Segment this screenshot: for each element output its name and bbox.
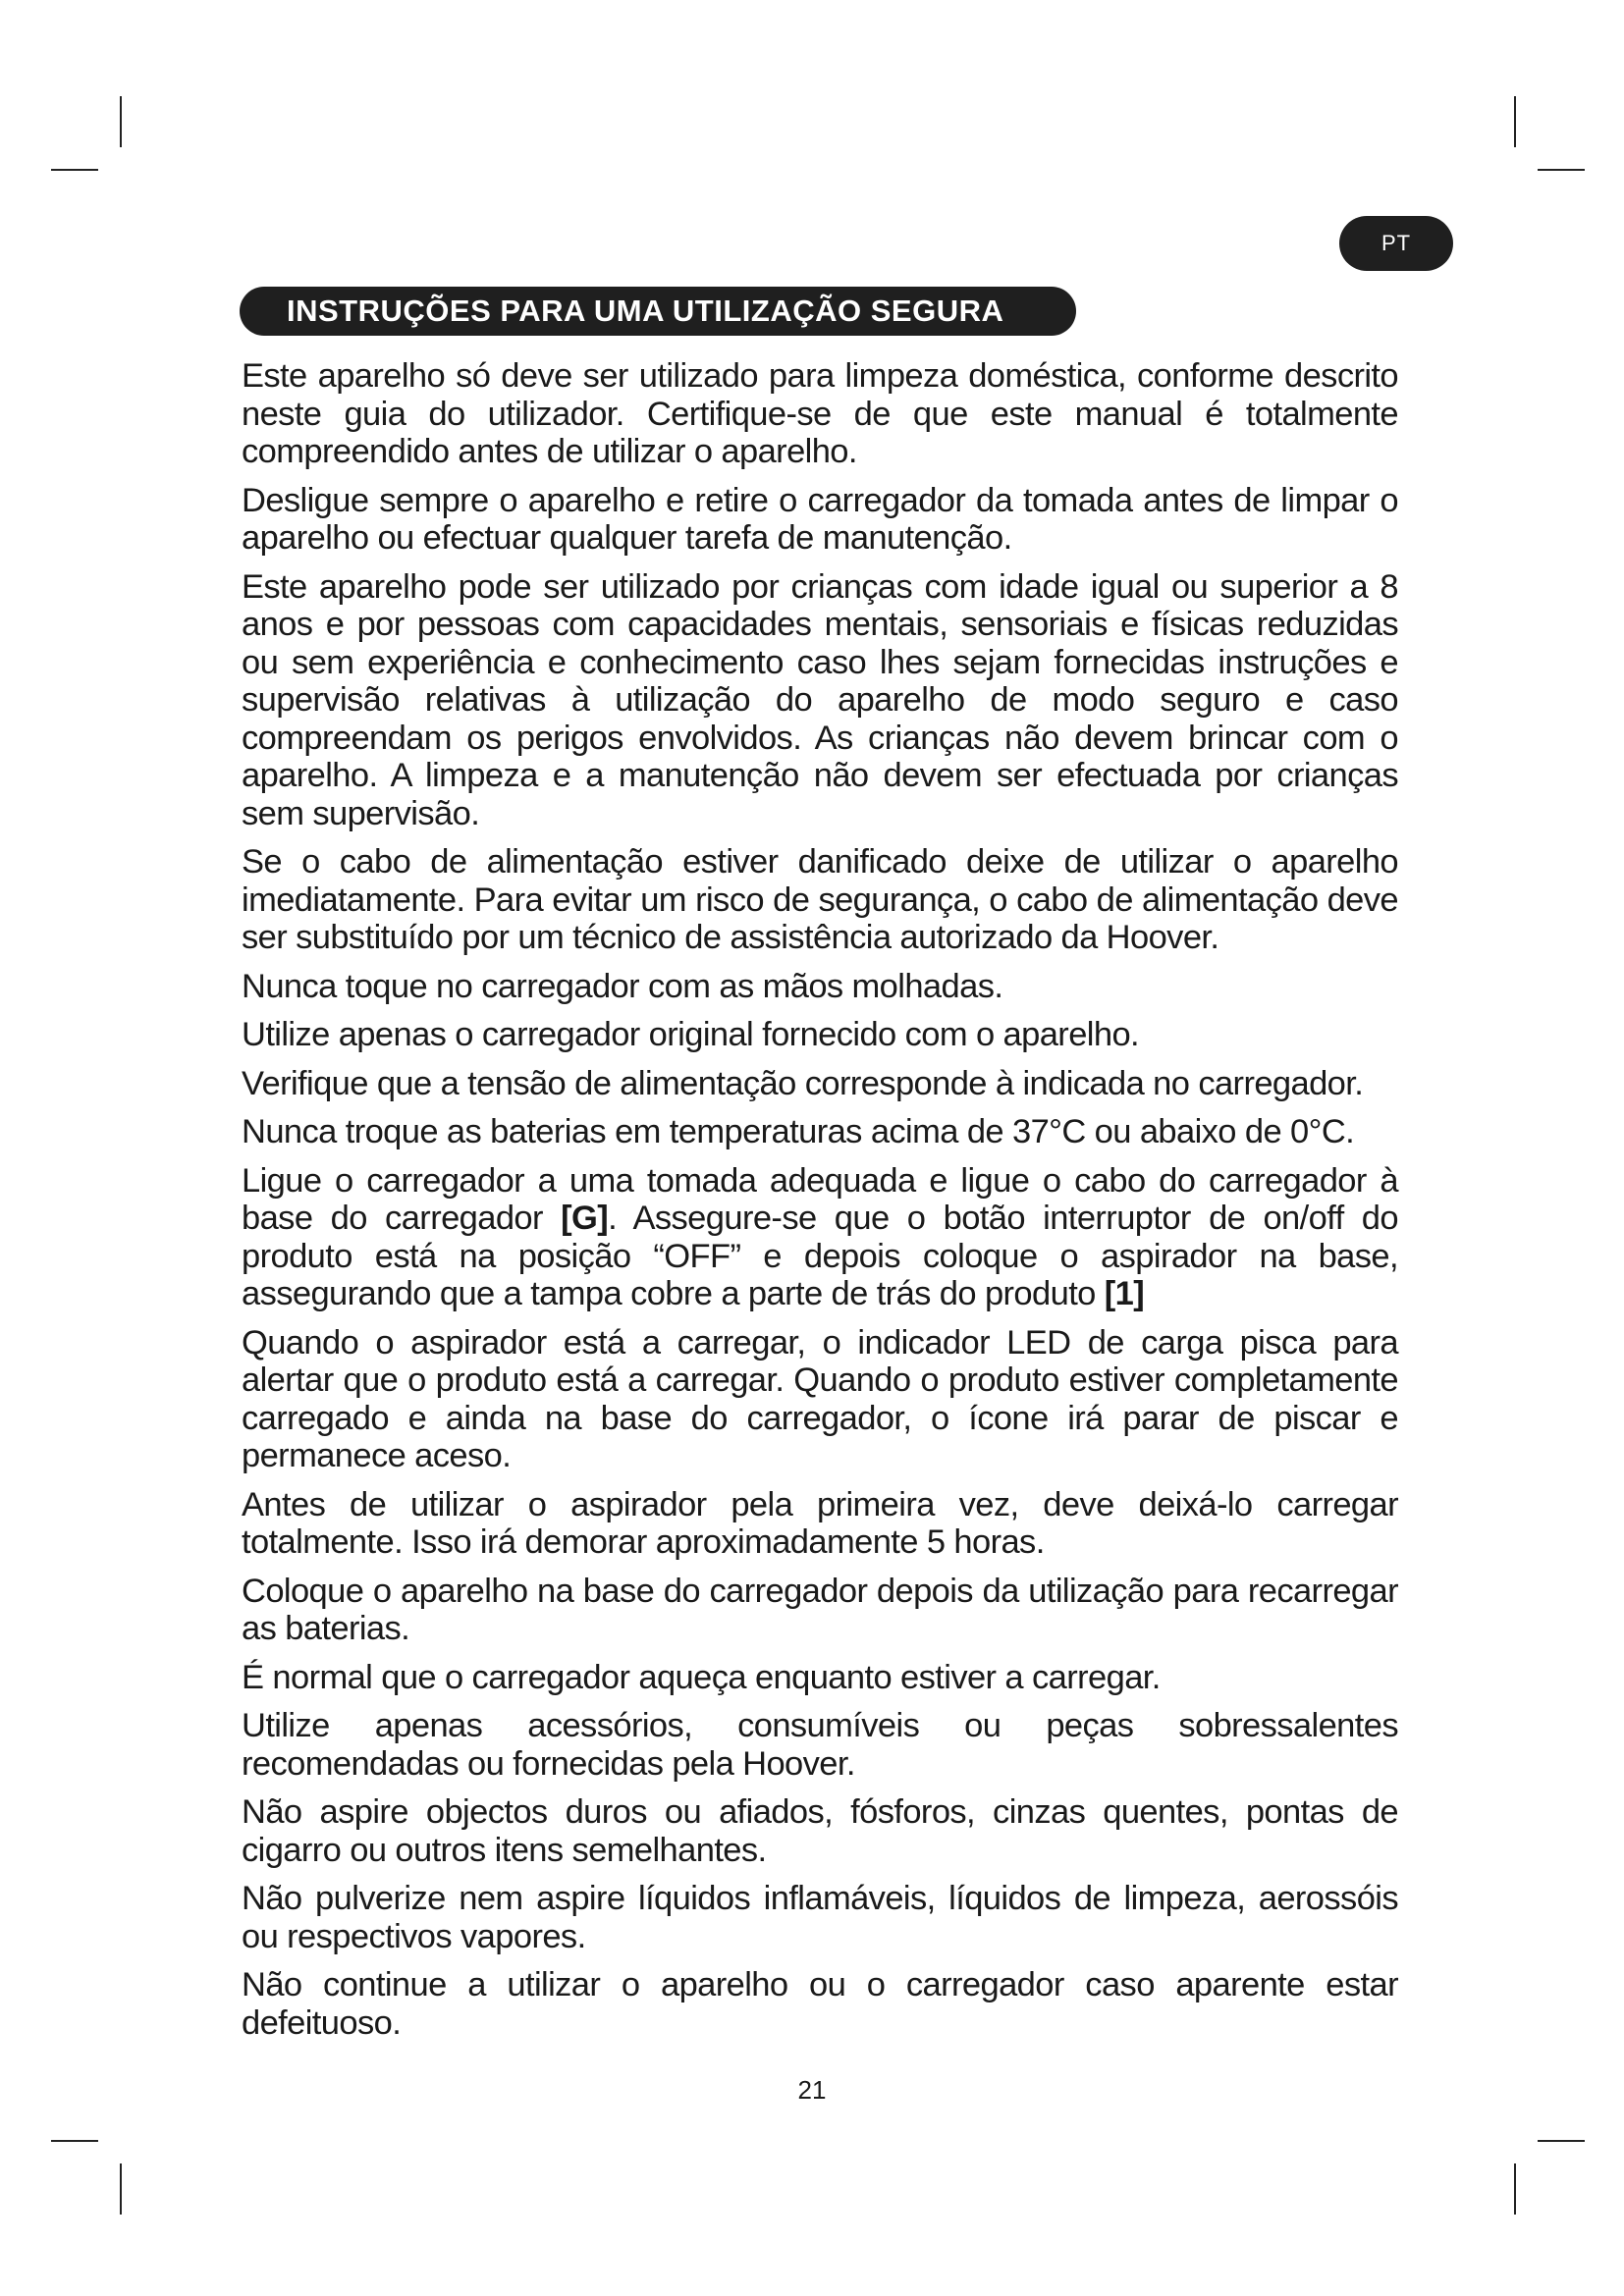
paragraph: Este aparelho só deve ser utilizado para limpeza doméstica, conforme descrito neste guia do utilizador. Certifique-se de que este manual é totalmente compreendido antes de utilizar o aparelho. [242, 357, 1398, 470]
page-number: 21 [797, 2075, 827, 2105]
language-badge: PT [1339, 216, 1453, 271]
crop-mark [1538, 169, 1585, 171]
figure-ref-1: [1] [1104, 1275, 1145, 1312]
crop-mark [51, 169, 98, 171]
section-header [240, 287, 1076, 336]
paragraph: Não pulverize nem aspire líquidos inflamáveis, líquidos de limpeza, aerossóis ou respectivos vapores. [242, 1880, 1398, 1955]
paragraph: Desligue sempre o aparelho e retire o carregador da tomada antes de limpar o aparelho ou efectuar qualquer tarefa de manutenção. [242, 481, 1398, 557]
crop-mark [120, 2163, 122, 2215]
paragraph: Nunca toque no carregador com as mãos molhadas. [242, 967, 1003, 1005]
paragraph: Antes de utilizar o aspirador pela primeira vez, deve deixá-lo carregar totalmente. Isso irá demorar aproximadamente 5 horas. [242, 1485, 1398, 1561]
paragraph: Não continue a utilizar o aparelho ou o carregador caso aparente estar defeituoso. [242, 1966, 1398, 2042]
crop-mark [1514, 2163, 1516, 2215]
paragraph: Coloque o aparelho na base do carregador depois da utilização para recarregar as baterias. [242, 1572, 1398, 1647]
paragraph: Quando o aspirador está a carregar, o indicador LED de carga pisca para alertar que o produto está a carregar. Quando o produto estiver completamente carregado e ainda na base do carregador, o ícone irá parar de piscar e permanece aceso. [242, 1323, 1398, 1474]
crop-mark [1538, 2140, 1585, 2142]
paragraph: Verifique que a tensão de alimentação corresponde à indicada no carregador. [242, 1064, 1364, 1102]
paragraph: Este aparelho pode ser utilizado por crianças com idade igual ou superior a 8 anos e por pessoas com capacidades mentais, sensoriais e físicas reduzidas ou sem experiência e conhecimento caso lhes sejam fornecidas instruções e supervisão relativas à utilização do aparelho de modo seguro e caso compreendam os perigos envolvidos. As crianças não devem brincar com o aparelho. A limpeza e a manutenção não devem ser efectuada por crianças sem supervisão. [242, 567, 1398, 832]
charger-paragraph [242, 1162, 1398, 1313]
paragraph: Não aspire objectos duros ou afiados, fósforos, cinzas quentes, pontas de cigarro ou outros itens semelhantes. [242, 1793, 1398, 1869]
paragraph: Se o cabo de alimentação estiver danificado deixe de utilizar o aparelho imediatamente. Para evitar um risco de segurança, o cabo de alimentação deve ser substituído por um técnico de assistência autorizado da Hoover. [242, 843, 1398, 956]
paragraph: Nunca troque as baterias em temperaturas acima de 37°C ou abaixo de 0°C. [242, 1113, 1355, 1150]
crop-mark [51, 2140, 98, 2142]
crop-mark [120, 96, 122, 147]
charger-text-2: . Assegure-se que o botão interruptor de on/off do produto está na posição “OFF” e depois coloque o aspirador na base, assegurando que a tampa cobre a parte de trás do produto [242, 1200, 1398, 1312]
section-title: INSTRUÇÕES PARA UMA UTILIZAÇÃO SEGURA [287, 294, 1004, 328]
paragraph: Utilize apenas o carregador original fornecido com o aparelho. [242, 1016, 1140, 1053]
safety-instructions [242, 357, 1398, 2053]
figure-ref-g: [G] [561, 1200, 609, 1237]
paragraph: Utilize apenas acessórios, consumíveis ou peças sobressalentes recomendadas ou fornecidas pela Hoover. [242, 1707, 1398, 1783]
paragraph: É normal que o carregador aqueça enquanto estiver a carregar. [242, 1658, 1161, 1696]
charger-text-1: Ligue o carregador a uma tomada adequada e ligue o cabo do carregador à base do carregador [242, 1161, 1398, 1237]
crop-mark [1514, 96, 1516, 147]
